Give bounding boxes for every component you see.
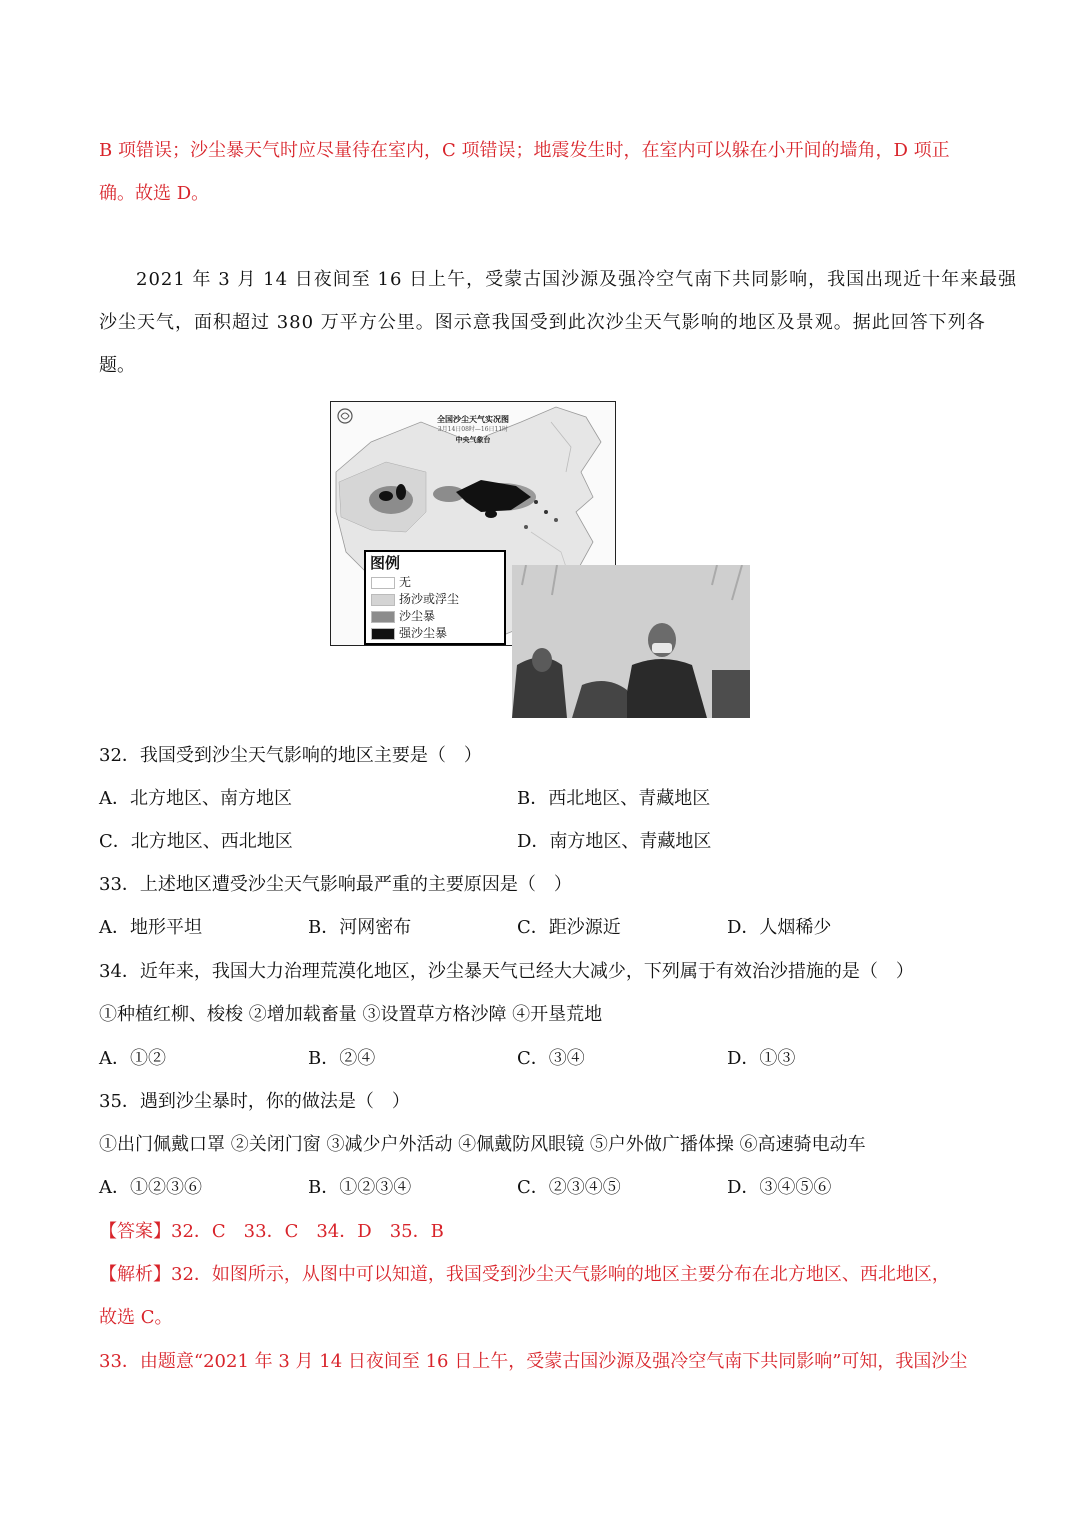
question-35-option-d[interactable]: D．③④⑤⑥ [727, 1177, 832, 1198]
question-35-option-a[interactable]: A．①②③⑥ [99, 1177, 202, 1198]
map-title: 全国沙尘天气实况图 [437, 414, 509, 424]
photo-scene [512, 565, 750, 718]
analysis-label: 【解析】 [99, 1264, 171, 1285]
answer-text: 32．C 33．C 34．D 35．B [171, 1221, 444, 1242]
answer-label: 【答案】 [99, 1221, 171, 1242]
question-34-stem: 34．近年来，我国大力治理荒漠化地区，沙尘暴天气已经大大减少，下列属于有效治沙措施的是（ ） [99, 961, 914, 982]
legend-item-none: 无 [371, 574, 411, 590]
legend-item-sandstorm: 沙尘暴 [371, 608, 435, 624]
question-32-option-b[interactable]: B．西北地区、青藏地区 [517, 788, 711, 809]
explanation-line-2: 确。故选 D。 [99, 183, 210, 204]
legend-swatch [371, 628, 395, 640]
question-34-option-b[interactable]: B．②④ [308, 1048, 376, 1069]
question-32-option-d[interactable]: D．南方地区、青藏地区 [517, 831, 712, 852]
question-34-statements: ①种植红柳、梭梭 ②增加载畜量 ③设置草方格沙障 ④开垦荒地 [99, 1004, 603, 1025]
legend-title: 图例 [370, 554, 401, 572]
question-33-option-d[interactable]: D．人烟稀少 [727, 917, 832, 938]
answer-line [99, 1220, 444, 1244]
map-subtitle: 3月14日08时—16日11时 [437, 426, 509, 433]
analysis-text-1: 32．如图所示，从图中可以知道，我国受到沙尘天气影响的地区主要分布在北方地区、西北地区， [171, 1264, 950, 1285]
question-35-statements: ①出门佩戴口罩 ②关闭门窗 ③减少户外活动 ④佩戴防风眼镜 ⑤户外做广播体操 ⑥高速骑电动车 [99, 1134, 866, 1155]
question-34-option-d[interactable]: D．①③ [727, 1048, 796, 1069]
question-32-stem: 32．我国受到沙尘天气影响的地区主要是（ ） [99, 745, 482, 766]
question-35-stem: 35．遇到沙尘暴时，你的做法是（ ） [99, 1091, 410, 1112]
question-33-option-b[interactable]: B．河网密布 [308, 917, 412, 938]
question-34-option-a[interactable]: A．①② [99, 1048, 166, 1069]
analysis-line-3: 33．由题意“2021 年 3 月 14 日夜间至 16 日上午，受蒙古国沙源及强冷空气南下共同影响”可知，我国沙尘 [99, 1351, 968, 1372]
legend-item-floating-dust: 扬沙或浮尘 [371, 591, 459, 607]
passage-line-2: 沙尘天气，面积超过 380 万平方公里。图示意我国受到此次沙尘天气影响的地区及景观。据此回答下列各 [99, 312, 986, 333]
legend-swatch [371, 611, 395, 623]
question-33-option-c[interactable]: C．距沙源近 [517, 917, 621, 938]
map-legend [364, 550, 506, 645]
question-33-stem: 33．上述地区遭受沙尘天气影响最严重的主要原因是（ ） [99, 874, 572, 895]
question-35-option-c[interactable]: C．②③④⑤ [517, 1177, 621, 1198]
legend-item-strong-sandstorm: 强沙尘暴 [371, 625, 447, 641]
analysis-line-2: 故选 C。 [99, 1307, 173, 1328]
analysis-line-1 [99, 1263, 950, 1287]
legend-swatch [371, 594, 395, 606]
sandstorm-photo [512, 565, 750, 718]
map-org: 中央气象台 [455, 435, 491, 444]
legend-swatch [371, 577, 395, 589]
passage-line-3: 题。 [99, 355, 135, 376]
question-33-option-a[interactable]: A．地形平坦 [99, 917, 202, 938]
question-34-option-c[interactable]: C．③④ [517, 1048, 585, 1069]
question-35-option-b[interactable]: B．①②③④ [308, 1177, 412, 1198]
explanation-line-1: B 项错误；沙尘暴天气时应尽量待在室内，C 项错误；地震发生时，在室内可以躲在小开间的墙角，D 项正 [99, 140, 950, 161]
passage-line-1: 2021 年 3 月 14 日夜间至 16 日上午，受蒙古国沙源及强冷空气南下共同影响，我国出现近十年来最强 [136, 269, 1018, 290]
question-32-option-a[interactable]: A．北方地区、南方地区 [99, 788, 292, 809]
question-32-option-c[interactable]: C．北方地区、西北地区 [99, 831, 293, 852]
